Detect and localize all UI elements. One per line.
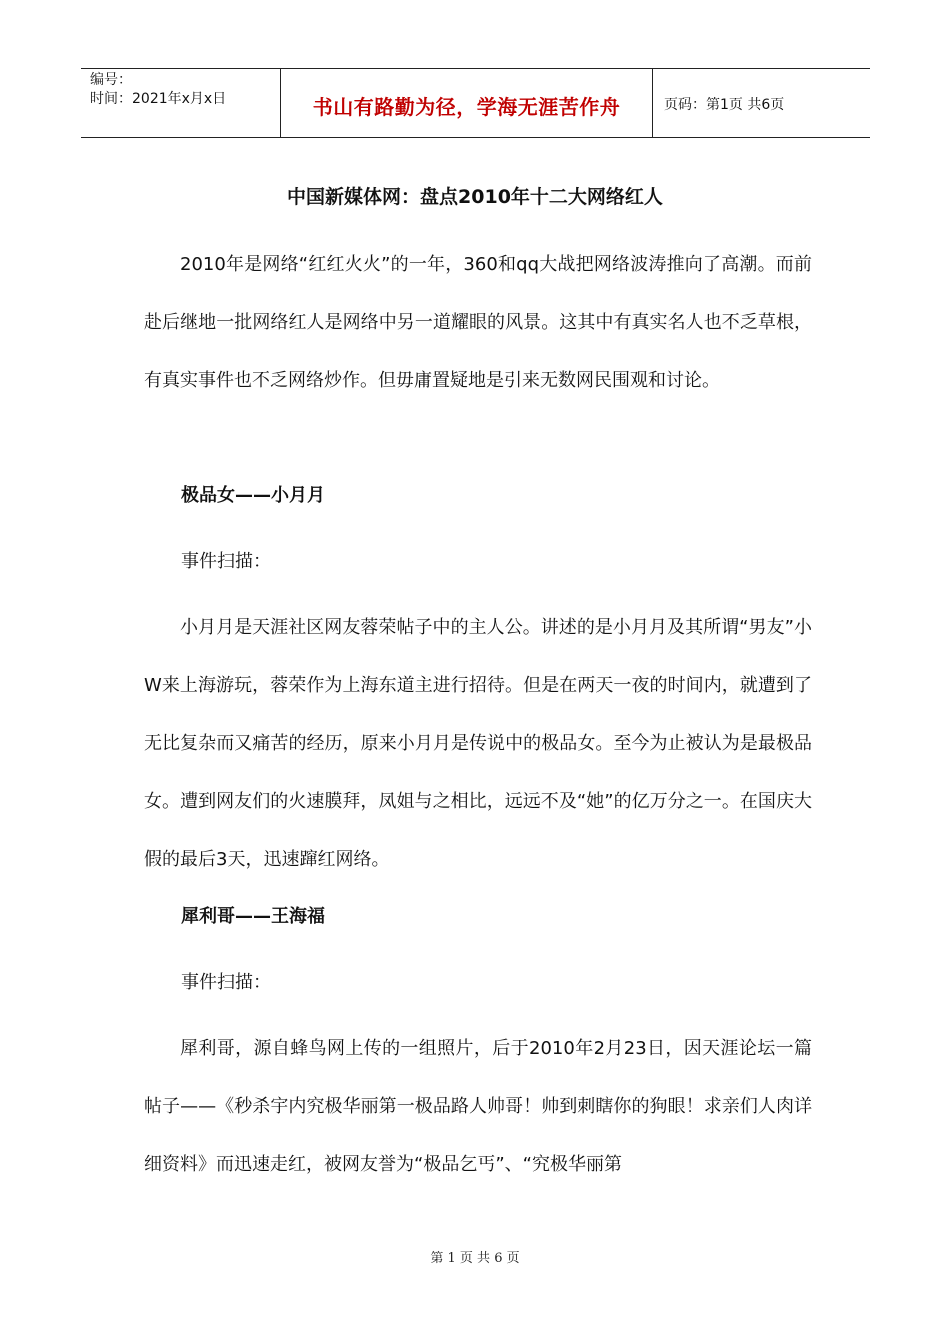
intro-paragraph: 2010年是网络“红红火火”的一年，360和qq大战把网络波涛推向了高潮。而前赴后继地一批网络红人是网络中另一道耀眼的风景。这其中有真实名人也不乏草根，有真实事件也不乏网络炒作。但毋庸置疑地是引来无数网民围观和讨论。 <box>144 254 812 391</box>
section-label: 事件扫描： <box>181 551 271 572</box>
section-body: 小月月是天涯社区网友蓉荣帖子中的主人公。讲述的是小月月及其所谓“男友”小W来上海游玩，蓉荣作为上海东道主进行招待。但是在两天一夜的时间内，就遭到了无比复杂而又痛苦的经历，原来小月月是传说中的极品女。至今为止被认为是最极品女。遭到网友们的火速膜拜，凤姐与之相比，远远不及“她”的亿万分之一。在国庆大假的最后3天，迅速蹿红网络。 <box>144 617 812 870</box>
header-meta-cell <box>81 69 281 137</box>
header-page-info: 页码：第1页 共6页 <box>664 97 785 113</box>
section-heading: 极品女——小月月 <box>181 485 325 506</box>
document-title: 中国新媒体网：盘点2010年十二大网络红人 <box>287 186 663 208</box>
section-label: 事件扫描： <box>181 972 271 993</box>
page-footer: 第 1 页 共 6 页 <box>430 1251 520 1266</box>
section-body: 犀利哥，源自蜂鸟网上传的一组照片，后于2010年2月23日，因天涯论坛一篇帖子——《秒杀宇内究极华丽第一极品路人帅哥！帅到刺瞎你的狗眼！求亲们人肉详细资料》而迅速走红，被网友誉为“极品乞丐”、“究极华丽第 <box>144 1038 812 1175</box>
header-motto: 书山有路勤为径，学海无涯苦作舟 <box>281 69 653 137</box>
header-table <box>81 68 870 138</box>
document-time-label: 时间：2021年x月x日 <box>90 91 227 107</box>
section-heading: 犀利哥——王海福 <box>181 906 325 927</box>
document-number-label: 编号： <box>90 72 132 88</box>
